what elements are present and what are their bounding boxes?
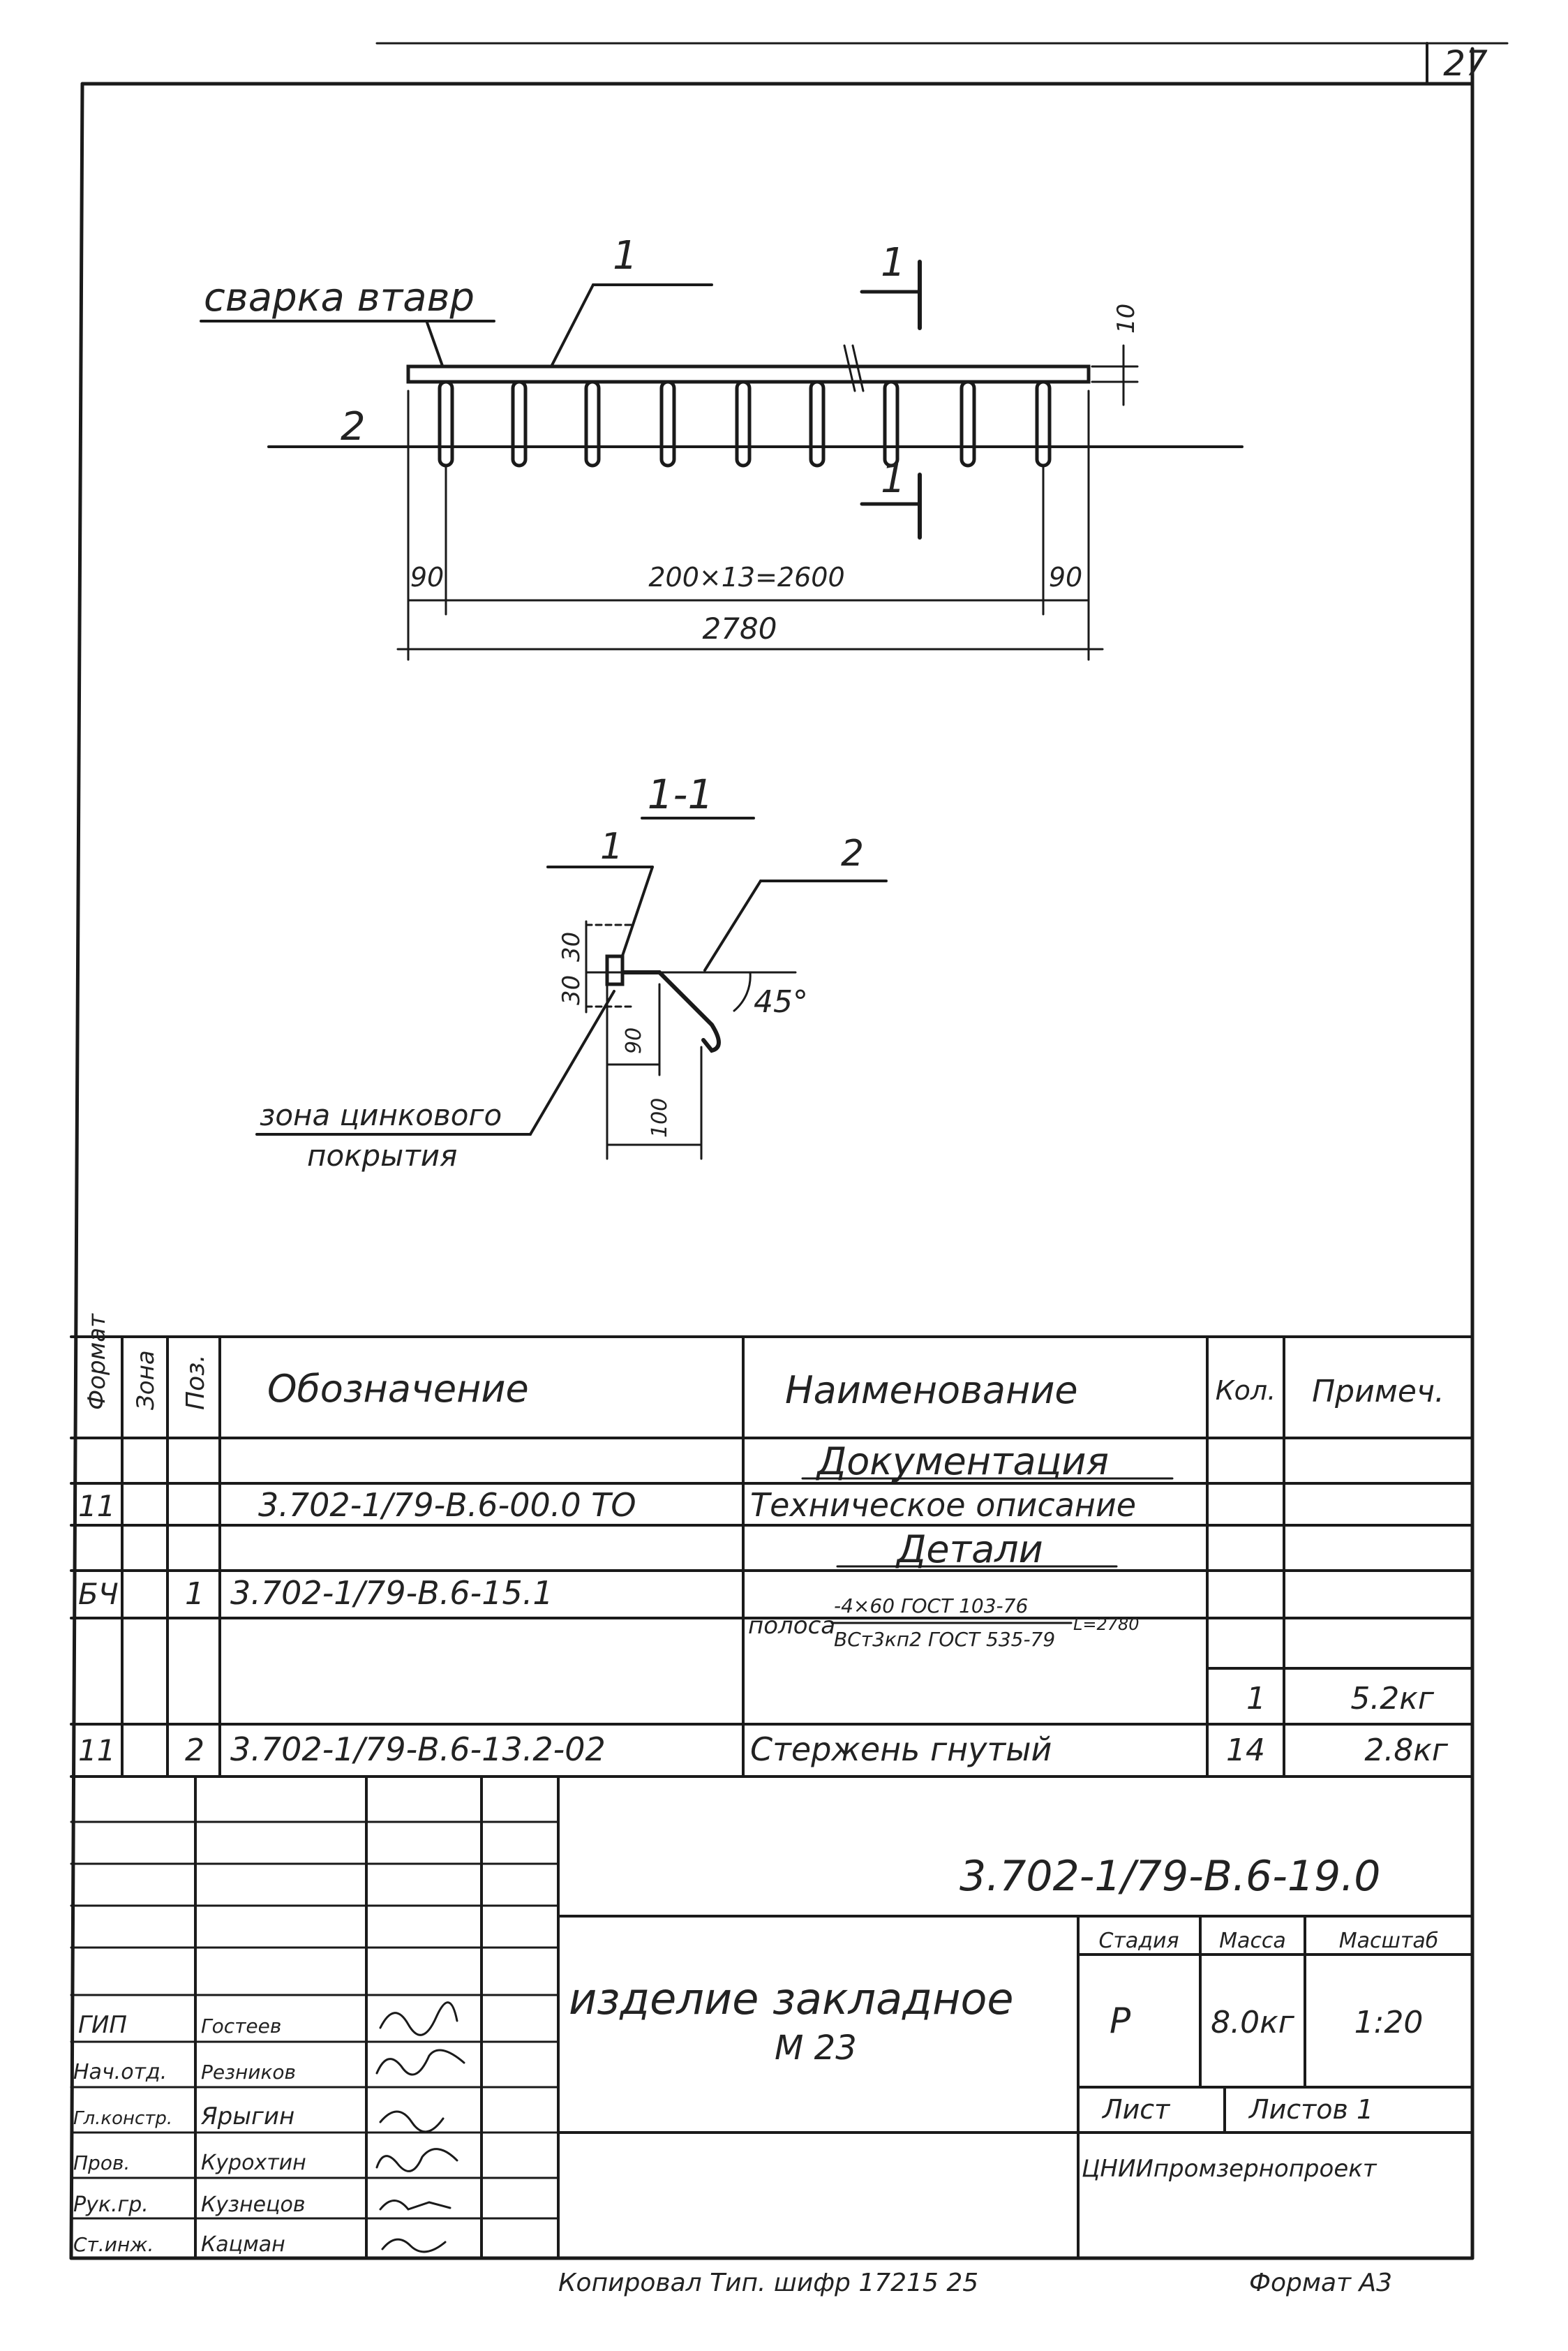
svg-text:Техническое описание: Техническое описание — [750, 1486, 1137, 1524]
strip-plate — [408, 366, 1089, 382]
organization: ЦНИИпромзернопроект — [1082, 2155, 1377, 2183]
svg-text:2: 2 — [841, 833, 865, 875]
svg-text:Лист: Лист — [1103, 2094, 1170, 2125]
svg-text:1: 1 — [600, 826, 624, 868]
footer-format: Формат А3 — [1249, 2269, 1393, 2297]
bent-rods — [440, 382, 1050, 466]
svg-text:11: 11 — [78, 1489, 116, 1523]
svg-text:90: 90 — [622, 1027, 646, 1054]
header-designation: Обозначение — [267, 1367, 529, 1411]
sheet-number: 27 — [1443, 43, 1488, 84]
svg-text:ВСт3кп2 ГОСТ 535-79: ВСт3кп2 ГОСТ 535-79 — [834, 1628, 1056, 1651]
svg-text:1: 1 — [185, 1576, 204, 1612]
mass-value: 8.0кг — [1211, 2005, 1294, 2040]
svg-text:Кацман: Кацман — [201, 2232, 285, 2257]
svg-text:Гостеев: Гостеев — [201, 2015, 282, 2038]
header-name: Наименование — [785, 1368, 1078, 1412]
thickness-dimension — [1092, 304, 1140, 405]
sheet-number-box — [1427, 43, 1488, 84]
svg-text:Пров.: Пров. — [73, 2151, 130, 2174]
svg-text:Листов 1: Листов 1 — [1249, 2094, 1374, 2125]
specification-table — [71, 1313, 1472, 1777]
section-title: 1-1 — [647, 771, 714, 818]
signatures — [377, 2003, 464, 2252]
svg-text:Нач.отд.: Нач.отд. — [73, 2060, 167, 2084]
header-format: Формат — [83, 1314, 111, 1410]
signature-rows — [73, 2011, 306, 2257]
header-qty: Кол. — [1215, 1375, 1276, 1406]
svg-text:2.8кг: 2.8кг — [1364, 1733, 1448, 1768]
svg-text:ГИП: ГИП — [78, 2011, 127, 2039]
svg-text:11: 11 — [78, 1733, 116, 1767]
svg-text:100: 100 — [648, 1097, 672, 1138]
svg-text:30: 30 — [558, 974, 585, 1005]
weld-note: сварка втавр — [204, 275, 475, 320]
header-pos: Поз. — [181, 1354, 210, 1410]
svg-text:Масса: Масса — [1219, 1929, 1286, 1953]
header-zone: Зона — [132, 1350, 160, 1410]
section-view — [257, 771, 886, 1173]
svg-text:1: 1 — [881, 457, 906, 502]
section-details: Детали — [897, 1527, 1043, 1571]
svg-text:45°: 45° — [754, 984, 808, 1020]
svg-text:Резников: Резников — [201, 2061, 297, 2084]
svg-text:покрытия: покрытия — [307, 1139, 458, 1173]
svg-text:10: 10 — [1112, 303, 1140, 334]
drawing-title: изделие закладное — [569, 1973, 1014, 2024]
svg-text:Рук.гр.: Рук.гр. — [73, 2193, 149, 2217]
footer-copy: Копировал Тип. шифр 17215 25 — [558, 2269, 979, 2297]
title-block — [71, 1777, 1472, 2258]
main-view — [201, 233, 1242, 660]
svg-text:Кузнецов: Кузнецов — [201, 2193, 306, 2217]
scale-value: 1:20 — [1354, 2005, 1424, 2040]
svg-text:90: 90 — [410, 562, 445, 593]
svg-text:3.702-1/79-В.6-15.1: 3.702-1/79-В.6-15.1 — [230, 1574, 553, 1612]
svg-text:Ст.инж.: Ст.инж. — [73, 2233, 154, 2256]
svg-text:Курохтин: Курохтин — [201, 2151, 306, 2175]
svg-text:2: 2 — [185, 1733, 204, 1768]
svg-text:3.702-1/79-В.6-00.0 ТО: 3.702-1/79-В.6-00.0 ТО — [258, 1486, 636, 1524]
section-documentation: Документация — [817, 1439, 1109, 1483]
svg-text:-4×60 ГОСТ 103-76: -4×60 ГОСТ 103-76 — [834, 1594, 1029, 1617]
drawing-code: 3.702-1/79-В.6-19.0 — [960, 1852, 1381, 1901]
svg-text:30: 30 — [558, 931, 585, 962]
svg-text:Ярыгин: Ярыгин — [201, 2102, 295, 2130]
svg-text:1: 1 — [881, 240, 906, 285]
svg-text:90: 90 — [1048, 562, 1083, 593]
stage-value: Р — [1110, 2001, 1131, 2041]
svg-text:200×13=2600: 200×13=2600 — [648, 562, 845, 593]
svg-text:1: 1 — [1246, 1681, 1266, 1716]
svg-text:3.702-1/79-В.6-13.2-02: 3.702-1/79-В.6-13.2-02 — [230, 1730, 606, 1768]
svg-text:БЧ: БЧ — [78, 1577, 119, 1611]
zinc-note: зона цинкового — [260, 1098, 502, 1132]
header-note: Примеч. — [1312, 1374, 1444, 1409]
drawing-mark: М 23 — [775, 2029, 857, 2068]
svg-text:Гл.констр.: Гл.констр. — [73, 2108, 173, 2129]
svg-text:2780: 2780 — [702, 611, 777, 646]
svg-text:Стержень гнутый: Стержень гнутый — [750, 1730, 1052, 1768]
svg-text:полоса: полоса — [748, 1612, 836, 1640]
pos2-label: 2 — [341, 404, 366, 450]
section-cut-marks — [844, 240, 920, 537]
svg-text:Масштаб: Масштаб — [1338, 1929, 1439, 1953]
svg-text:5.2кг: 5.2кг — [1350, 1681, 1434, 1716]
svg-text:14: 14 — [1226, 1733, 1265, 1768]
pos1-label: 1 — [613, 233, 638, 279]
svg-text:L=2780: L=2780 — [1073, 1615, 1140, 1634]
svg-text:Стадия: Стадия — [1098, 1929, 1179, 1953]
